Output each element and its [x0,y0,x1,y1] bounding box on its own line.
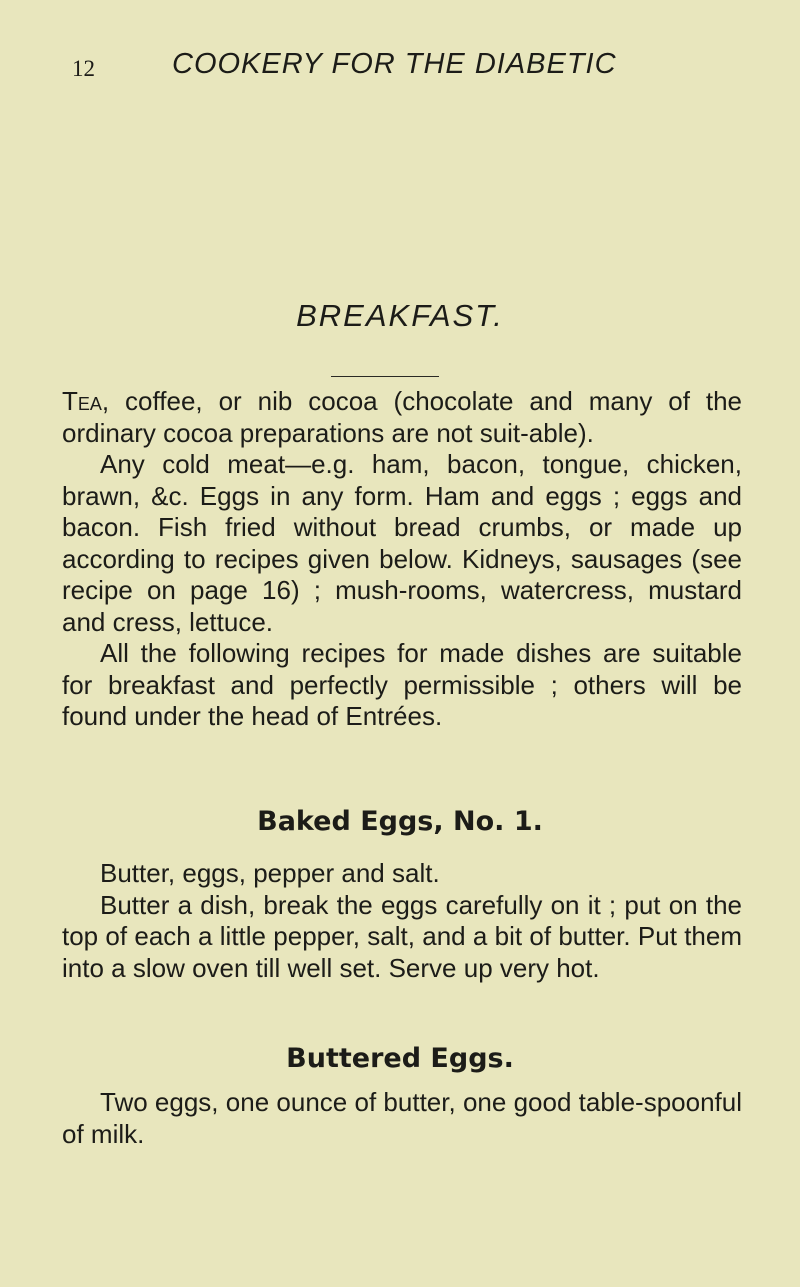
recipe-body-buttered-eggs [62,1087,742,1150]
recipe-body-baked-eggs [62,858,742,984]
recipe-title-baked-eggs: Baked Eggs, No. 1. [257,806,543,837]
intro-lead-word: Tea, [62,386,110,416]
section-title: BREAKFAST. [296,298,504,333]
recipe-title-buttered-eggs: Buttered Eggs. [286,1043,514,1074]
intro-paragraph-1-text: coffee, or nib cocoa (chocolate and many of the ordinary cocoa preparations are not suit-able). [62,386,742,448]
page-number: 12 [72,56,95,81]
intro-paragraph-3: All the following recipes for made dishes are suitable for breakfast and perfectly permissible ; others will be found under the head of Entrées. [62,638,742,731]
running-head [72,48,732,88]
recipe-ingredients: Butter, eggs, pepper and salt. [100,858,440,888]
intro-paragraph-2: Any cold meat—e.g. ham, bacon, tongue, chicken, brawn, &c. Eggs in any form. Ham and eggs ; eggs and bacon. Fish fried without bread crumbs, or made up according to recipes given below. Kidneys, sausages (see recipe on page 16) ; mush-rooms, watercress, mustard and cress, lettuce. [62,449,742,637]
recipe-method: Butter a dish, break the eggs carefully on it ; put on the top of each a little pepper, salt, and a bit of butter. Put them into a slow oven till well set. Serve up very hot. [62,889,742,983]
book-title: COOKERY FOR THE DIABETIC [172,48,617,80]
intro-text [62,386,742,733]
section-divider [331,376,439,377]
recipe-ingredients: Two eggs, one ounce of butter, one good table-spoonful of milk. [62,1087,742,1149]
intro-paragraph-1 [62,386,742,449]
